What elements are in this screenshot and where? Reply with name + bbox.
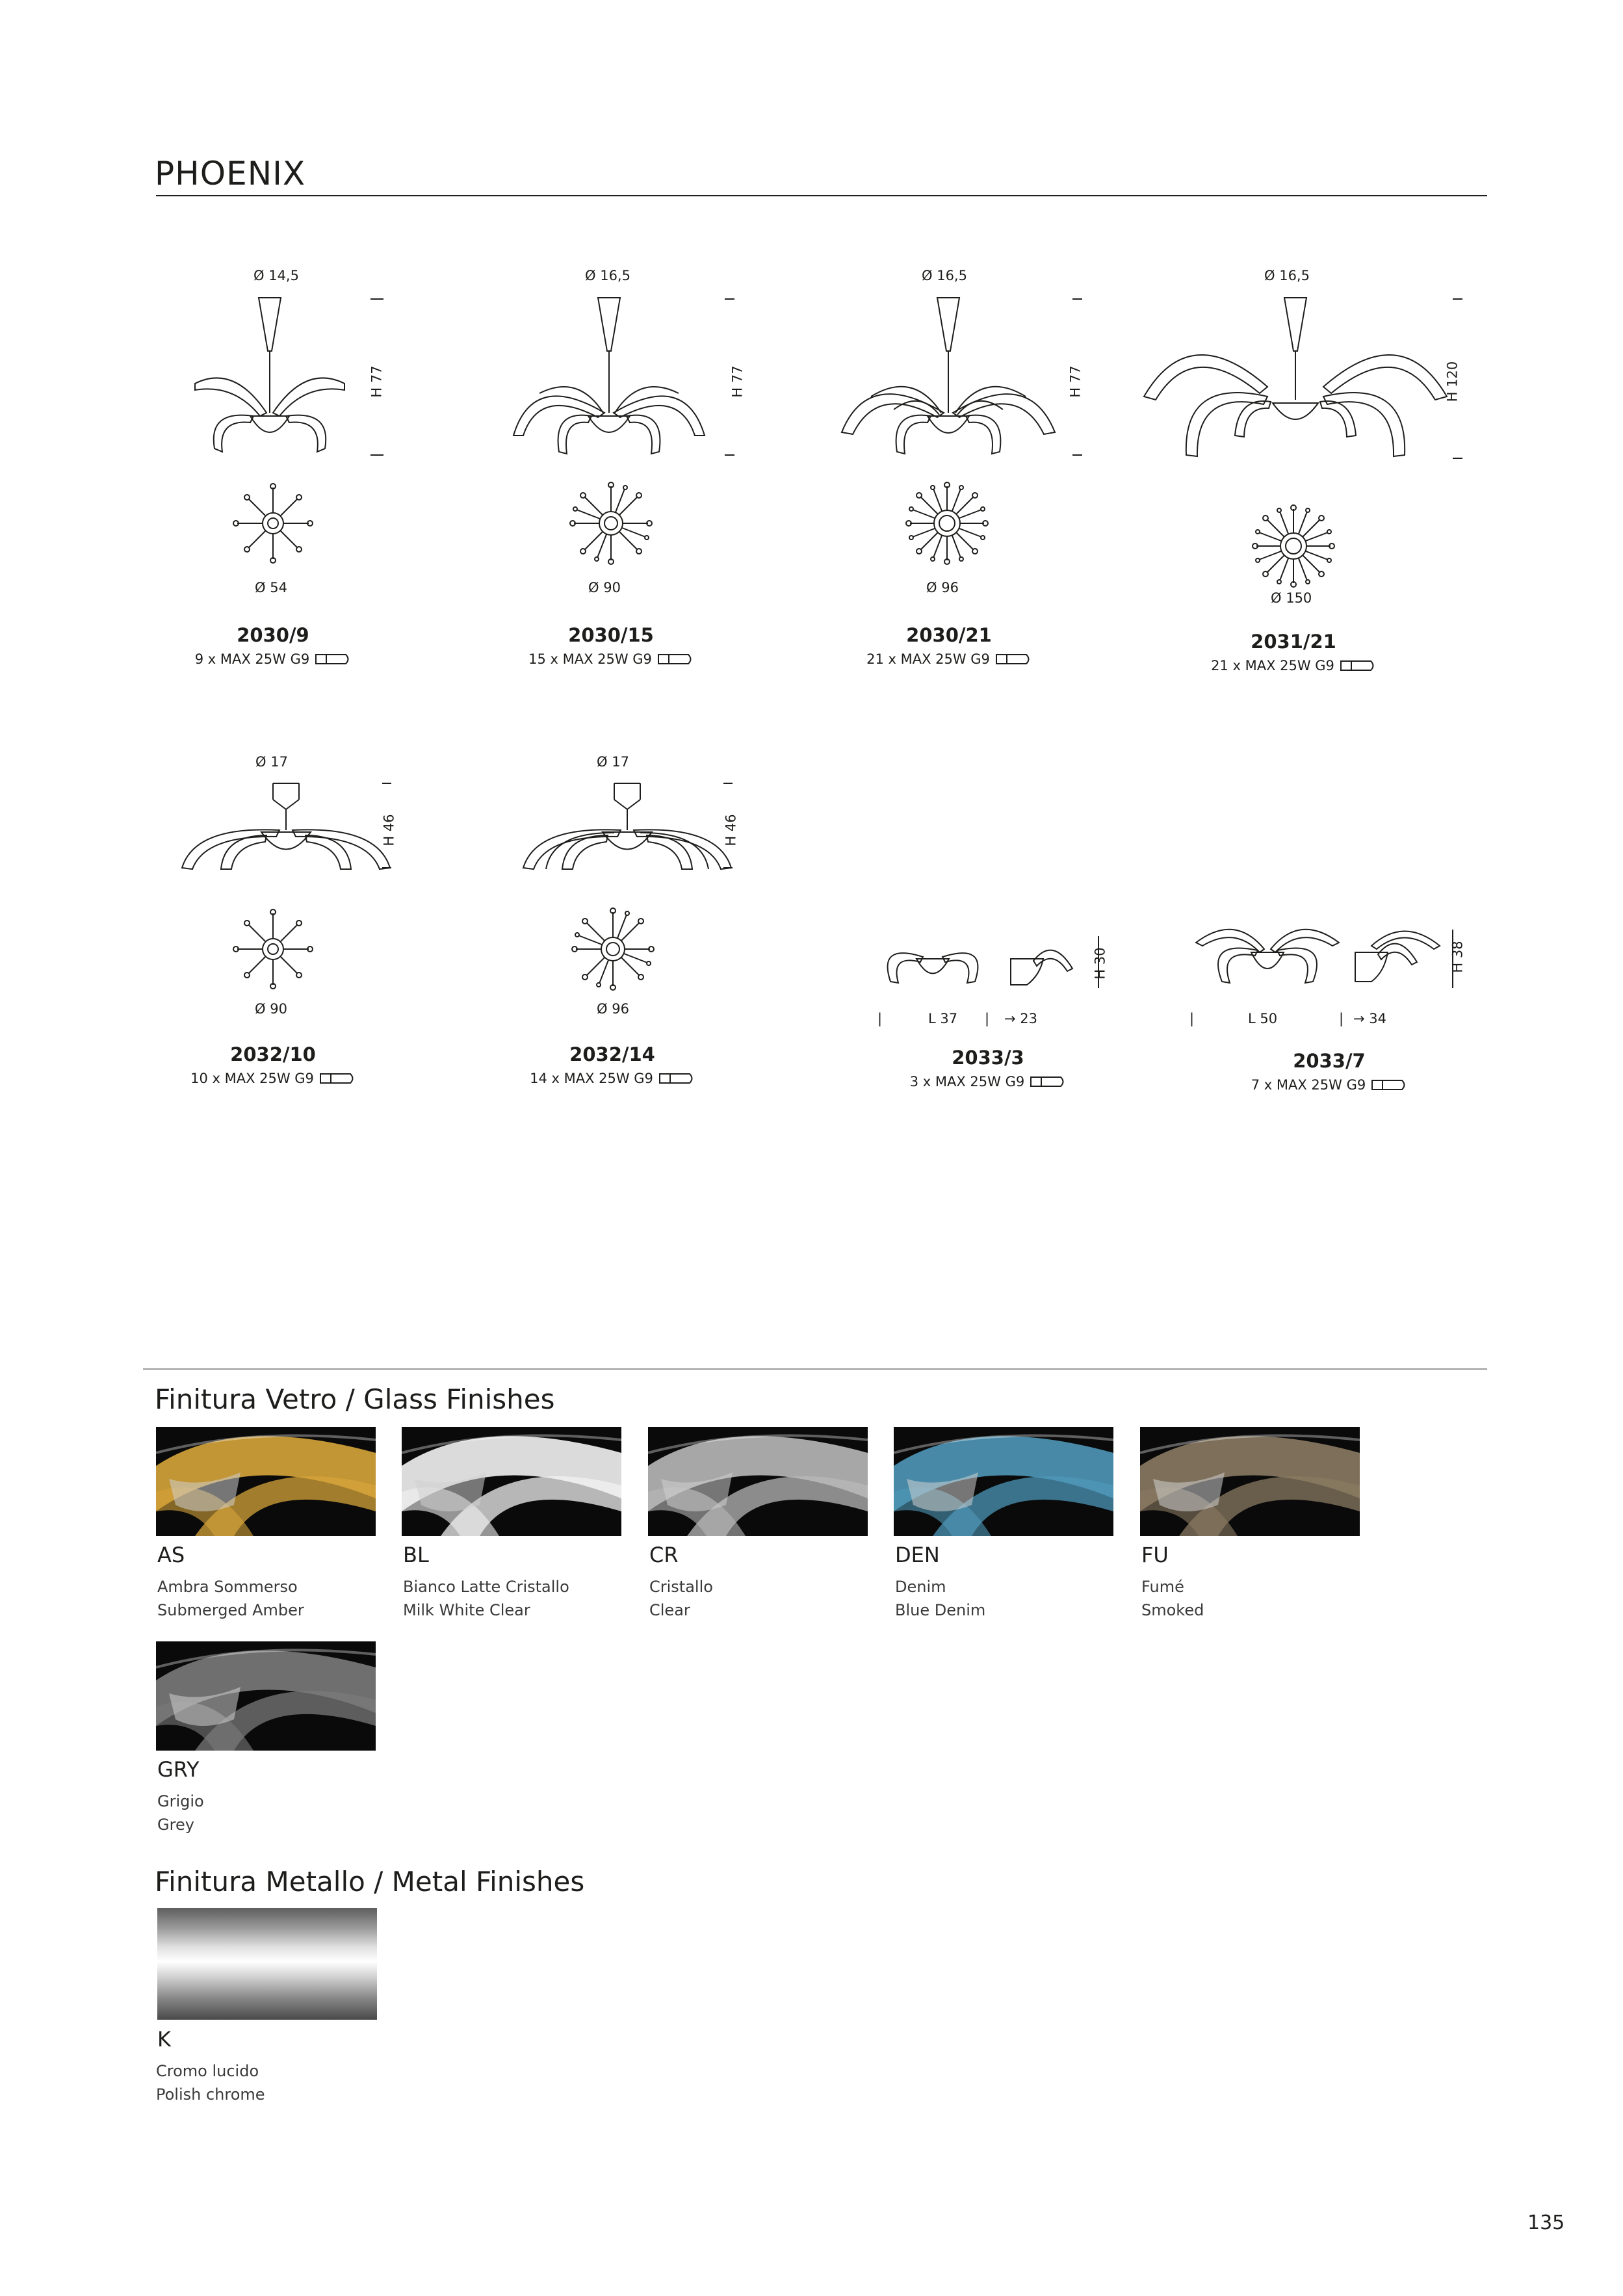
length-label: L 50 [1248,1011,1278,1026]
elevation-drawing [832,280,1092,468]
product-code: 2030/21 [906,624,992,646]
finish-name-it: Grigio [157,1792,204,1810]
elevation-drawing [1131,280,1469,468]
plan-drawing [569,481,653,566]
product-spec [1196,658,1391,673]
g9-bulb-icon [995,653,1032,666]
finish-code: K [157,2027,171,2052]
product-spec [182,651,364,667]
page-title: PHOENIX [155,155,306,192]
height-label: H 38 [1449,941,1466,973]
section-divider [143,1368,1487,1370]
height-label: H 77 [369,365,385,398]
finish-code: DEN [895,1543,940,1567]
elevation-drawing [877,923,1118,1001]
elevation-drawing [1189,917,1469,1001]
plan-drawing [231,481,315,566]
top-diameter: Ø 16,5 [922,268,967,283]
product-code: 2030/15 [568,624,654,646]
glass-section-title: Finitura Vetro / Glass Finishes [155,1383,555,1415]
length-label: L 37 [928,1011,958,1026]
depth-tick: | [1339,1011,1344,1026]
plan-diameter: Ø 90 [255,1001,287,1017]
depth-label: → 23 [1004,1011,1037,1026]
finish-name-it: Cristallo [649,1578,713,1596]
depth-tick: | [985,1011,990,1026]
g9-bulb-icon [1030,1075,1066,1088]
elevation-drawing [175,280,396,468]
length-tick: | [1189,1011,1195,1026]
spec-text: 3 x MAX 25W G9 [909,1074,1025,1089]
product-code: 2033/3 [952,1047,1024,1069]
title-rule [156,195,1487,196]
finish-swatch [156,1641,376,1751]
g9-bulb-icon [315,653,351,666]
elevation-drawing [494,280,741,468]
length-tick: | [877,1011,883,1026]
finish-name-en: Grey [157,1816,194,1834]
finish-code: GRY [157,1757,200,1782]
g9-bulb-icon [657,653,694,666]
spec-text: 10 x MAX 25W G9 [190,1071,314,1086]
product-code: 2031/21 [1251,631,1336,653]
product-code: 2032/14 [569,1043,655,1065]
height-label: H 30 [1092,947,1108,980]
finish-name-en: Milk White Clear [403,1601,530,1619]
finish-name-en: Blue Denim [895,1601,986,1619]
g9-bulb-icon [319,1072,356,1085]
plan-diameter: Ø 96 [597,1001,629,1017]
height-label: H 77 [729,365,746,398]
finish-name-it: Denim [895,1578,946,1596]
plan-diameter: Ø 150 [1271,590,1312,606]
finish-name-en: Clear [649,1601,690,1619]
finish-swatch [1140,1427,1360,1536]
product-code: 2033/7 [1293,1050,1366,1072]
product-spec [515,1071,710,1086]
height-label: H 120 [1444,361,1461,402]
finish-name-it: Fumé [1141,1578,1184,1596]
page-number: 135 [1527,2211,1565,2234]
plan-drawing [905,481,989,566]
plan-drawing [1251,504,1336,588]
top-diameter: Ø 16,5 [1264,268,1310,283]
plan-drawing [571,907,655,991]
g9-bulb-icon [658,1072,695,1085]
finish-swatch [156,1427,376,1536]
finish-name-en: Submerged Amber [157,1601,304,1619]
finish-code: FU [1141,1543,1169,1567]
finish-name-it: Cromo lucido [156,2062,259,2080]
height-label: H 46 [723,814,739,846]
product-code: 2030/9 [237,624,309,646]
finish-swatch [402,1427,621,1536]
finish-name-it: Bianco Latte Cristallo [403,1578,569,1596]
elevation-drawing [175,770,403,881]
plan-diameter: Ø 54 [255,580,287,595]
plan-diameter: Ø 96 [926,580,959,595]
spec-text: 9 x MAX 25W G9 [194,651,310,667]
finish-code: CR [649,1543,679,1567]
g9-bulb-icon [1340,659,1376,672]
top-diameter: Ø 17 [255,754,288,770]
plan-diameter: Ø 90 [588,580,621,595]
top-diameter: Ø 16,5 [585,268,630,283]
finish-code: AS [157,1543,185,1567]
product-code: 2032/10 [230,1043,316,1065]
elevation-drawing [517,770,744,881]
product-spec [851,651,1046,667]
spec-text: 15 x MAX 25W G9 [528,651,652,667]
finish-name-it: Ambra Sommerso [157,1578,298,1596]
plan-drawing [231,907,315,991]
spec-text: 21 x MAX 25W G9 [1211,658,1334,673]
spec-text: 7 x MAX 25W G9 [1251,1077,1366,1093]
top-diameter: Ø 17 [597,754,629,770]
height-label: H 77 [1067,365,1084,398]
metal-section-title: Finitura Metallo / Metal Finishes [155,1866,585,1898]
top-diameter: Ø 14,5 [253,268,299,283]
height-label: H 46 [381,814,397,846]
finish-swatch [648,1427,868,1536]
finish-code: BL [403,1543,429,1567]
spec-text: 14 x MAX 25W G9 [530,1071,653,1086]
product-spec [513,651,708,667]
finish-name-en: Polish chrome [156,2085,265,2104]
finish-swatch [894,1427,1113,1536]
spec-text: 21 x MAX 25W G9 [866,651,990,667]
finish-name-en: Smoked [1141,1601,1204,1619]
chrome-swatch [157,1908,377,2020]
g9-bulb-icon [1371,1078,1407,1091]
depth-label: → 34 [1353,1011,1386,1026]
product-spec [890,1074,1085,1089]
product-spec [175,1071,370,1086]
product-spec [1232,1077,1427,1093]
